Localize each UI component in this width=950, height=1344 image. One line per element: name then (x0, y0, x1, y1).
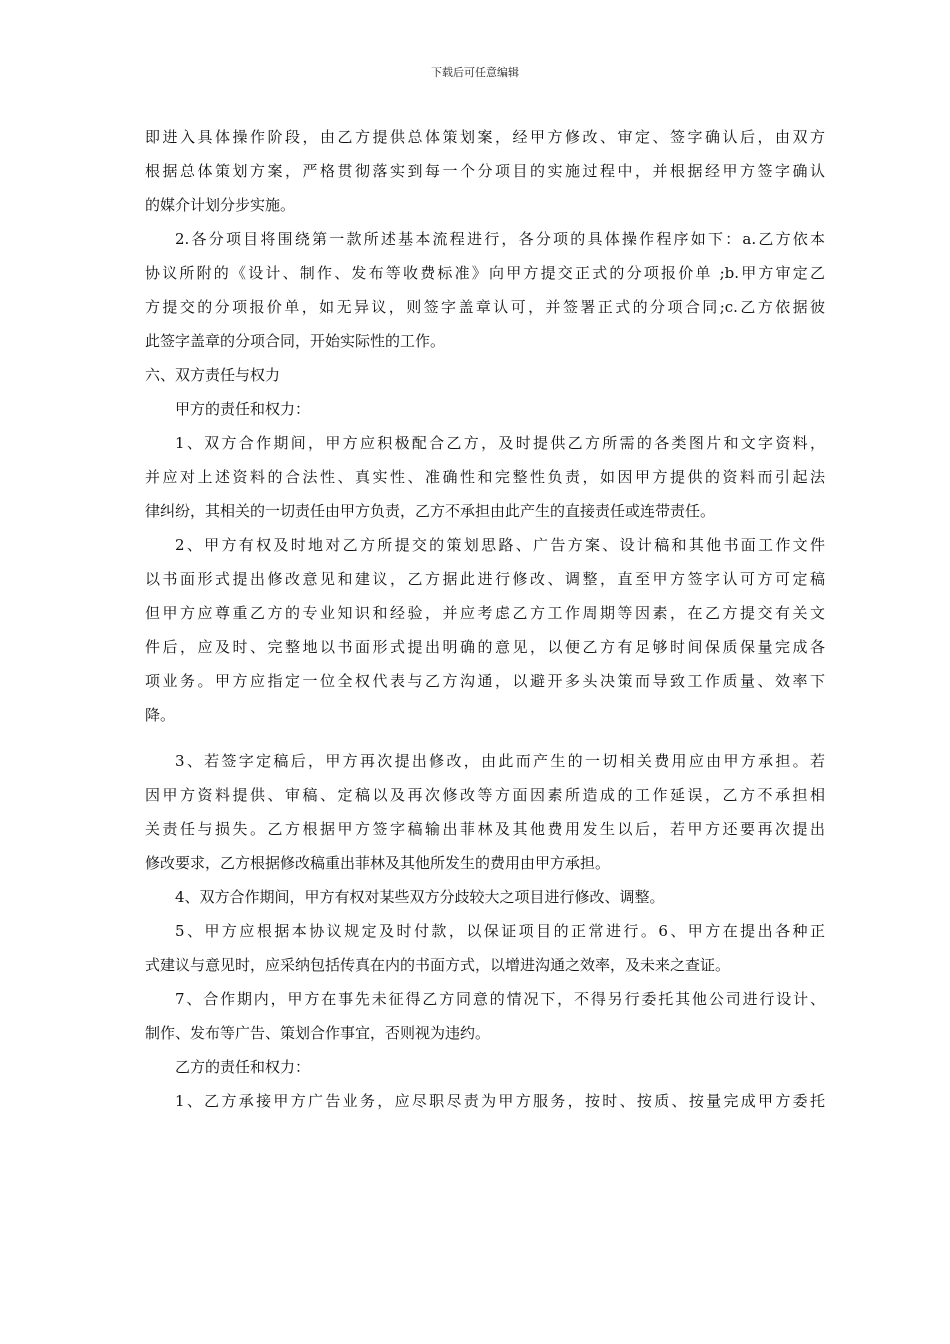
text-line: 件后，应及时、完整地以书面形式提出明确的意见，以便乙方有足够时间保质保量完成各 (145, 638, 825, 656)
text-line: 但甲方应尊重乙方的专业知识和经验，并应考虑乙方工作周期等因素，在乙方提交有关文 (145, 604, 825, 622)
text-line: 修改要求，乙方根据修改稿重出菲林及其他所发生的费用由甲方承担。 (145, 854, 611, 872)
text-line: 的媒介计划分步实施。 (145, 196, 296, 214)
subsection-heading: 乙方的责任和权力： (175, 1058, 311, 1076)
text-line: 1、乙方承接甲方广告业务，应尽职尽责为甲方服务，按时、按质、按量完成甲方委托 (175, 1092, 825, 1110)
text-line: 律纠纷，其相关的一切责任由甲方负责，乙方不承担由此产生的直接责任或连带责任。 (145, 502, 716, 520)
text-line: 并应对上述资料的合法性、真实性、准确性和完整性负责，如因甲方提供的资料而引起法 (145, 468, 825, 486)
text-line: 关责任与损失。乙方根据甲方签字稿输出菲林及其他费用发生以后，若甲方还要再次提出 (145, 820, 825, 838)
text-line: 式建议与意见时，应采纳包括传真在内的书面方式，以增进沟通之效率，及未来之查证。 (145, 956, 731, 974)
text-line: 3、若签字定稿后，甲方再次提出修改，由此而产生的一切相关费用应由甲方承担。若 (175, 752, 825, 770)
document-body (145, 120, 825, 1118)
text-line: 2、甲方有权及时地对乙方所提交的策划思路、广告方案、设计稿和其他书面工作文件 (175, 536, 825, 554)
text-line: 此签字盖章的分项合同，开始实际性的工作。 (145, 332, 446, 350)
text-line: 4、双方合作期间，甲方有权对某些双方分歧较大之项目进行修改、调整。 (175, 888, 665, 906)
text-line: 1、双方合作期间，甲方应积极配合乙方，及时提供乙方所需的各类图片和文字资料， (175, 434, 825, 452)
text-line: 2.各分项目将围绕第一款所述基本流程进行，各分项的具体操作程序如下：a.乙方依本 (175, 230, 825, 248)
text-line: 协议所附的《设计、制作、发布等收费标准》向甲方提交正式的分项报价单 ;b.甲方审定乙 (145, 264, 825, 282)
text-line: 即进入具体操作阶段，由乙方提供总体策划案，经甲方修改、审定、签字确认后，由双方 (145, 128, 825, 146)
page-header: 下载后可任意编辑 (431, 66, 519, 79)
subsection-heading: 甲方的责任和权力： (175, 400, 311, 418)
text-line: 7、合作期内，甲方在事先未征得乙方同意的情况下，不得另行委托其他公司进行设计、 (175, 990, 825, 1008)
text-line: 因甲方资料提供、审稿、定稿以及再次修改等方面因素所造成的工作延误，乙方不承担相 (145, 786, 825, 804)
section-heading: 六、双方责任与权力 (145, 366, 281, 384)
text-line: 降。 (145, 706, 176, 724)
text-line: 方提交的分项报价单，如无异议，则签字盖章认可，并签署正式的分项合同;c.乙方依据彼 (145, 298, 825, 316)
text-line: 5、甲方应根据本协议规定及时付款，以保证项目的正常进行。6、甲方在提出各种正 (175, 922, 825, 940)
text-line: 制作、发布等广告、策划合作事宜，否则视为违约。 (145, 1024, 491, 1042)
text-line: 项业务。甲方应指定一位全权代表与乙方沟通，以避开多头决策而导致工作质量、效率下 (145, 672, 825, 690)
text-line: 根据总体策划方案，严格贯彻落实到每一个分项目的实施过程中，并根据经甲方签字确认 (145, 162, 825, 180)
text-line: 以书面形式提出修改意见和建议，乙方据此进行修改、调整，直至甲方签字认可方可定稿 (145, 570, 825, 588)
